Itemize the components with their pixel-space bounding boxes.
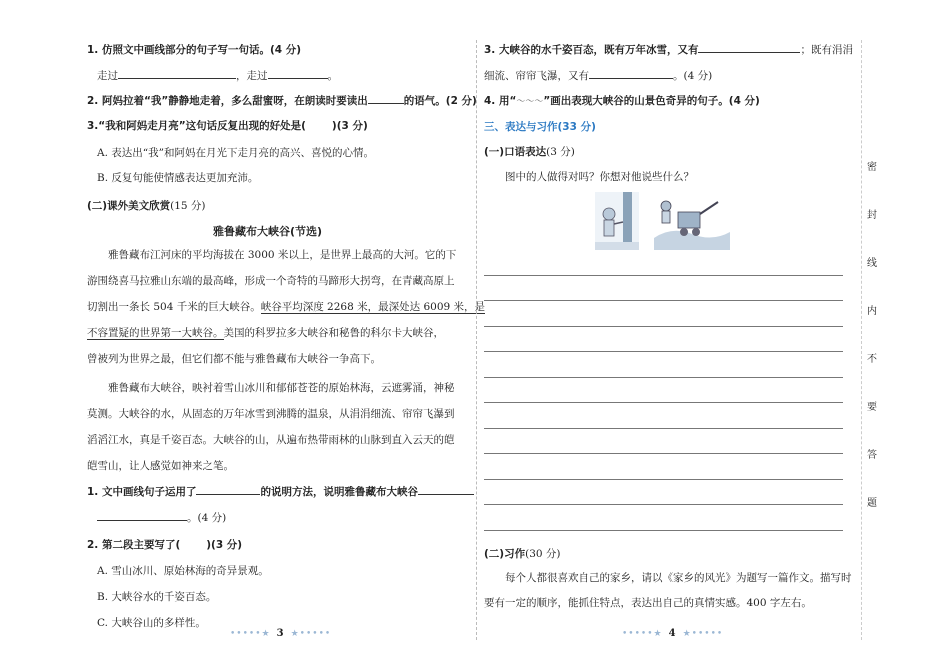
question-3: 3.“我和阿妈走月亮”这句话反复出现的好处是( )(3 分) xyxy=(87,120,368,132)
answer-blank[interactable] xyxy=(118,68,236,79)
question-2: 2. 阿妈拉着“我”静静地走着，多么甜蜜呀，在朗读时要读出 的语气。(2 分) xyxy=(87,95,477,107)
answer-blank[interactable] xyxy=(698,42,800,53)
option-b: B. 反复句能使情感表达更加充沛。 xyxy=(97,172,259,184)
paragraph-1-line: 切割出一条长 504 千米的巨大峡谷。峡谷平均深度 2268 米，最深处达 6009 米，是 xyxy=(87,301,486,313)
paragraph-1-line: 雅鲁藏布江河床的平均海拔在 3000 米以上，是世界上最高的大河。它的下 xyxy=(108,249,457,261)
article-question-1-cont: 。(4 分) xyxy=(97,510,226,525)
question-1-fill: 走过 ，走过 。 xyxy=(97,70,338,82)
answer-line[interactable] xyxy=(484,351,843,352)
option-c: C. 大峡谷山的多样性。 xyxy=(97,617,206,629)
question-3-right-cont: 细流、帘帘飞瀑，又有 。(4 分) xyxy=(484,70,713,82)
answer-line[interactable] xyxy=(484,300,843,301)
paragraph-2-line: 滔滔江水，真是千姿百态。大峡谷的山，从遍布热带雨林的山脉到直入云天的皑 xyxy=(87,434,455,446)
answer-blank[interactable] xyxy=(97,510,187,521)
side-char: 不 xyxy=(867,354,877,365)
question-1: 1. 仿照文中画线部分的句子写一句话。(4 分) xyxy=(87,44,302,56)
answer-blank[interactable] xyxy=(268,68,328,79)
article-question-2: 2. 第二段主要写了( )(3 分) xyxy=(87,539,243,551)
answer-line[interactable] xyxy=(484,428,843,429)
side-char: 要 xyxy=(867,402,877,413)
wave-line-icon: ～～～ xyxy=(516,97,544,107)
answer-line[interactable] xyxy=(484,402,843,403)
side-char: 封 xyxy=(867,210,877,221)
option-a: A. 雪山冰川、原始林海的奇异景观。 xyxy=(97,565,269,577)
paragraph-1-line: 曾被列为世界之最，但它们都不能与雅鲁藏布大峡谷一争高下。 xyxy=(87,353,381,365)
page-divider xyxy=(476,40,477,640)
option-b: B. 大峡谷水的千姿百态。 xyxy=(97,591,217,603)
oral-prompt: 图中的人做得对吗？你想对他说些什么？ xyxy=(505,171,694,183)
question-3-right: 3. 大峡谷的水千姿百态，既有万年冰雪，又有 ；既有涓涓 xyxy=(484,44,853,56)
page-footer-4: •••••★ 4 ★••••• xyxy=(622,628,724,639)
side-char: 答 xyxy=(867,450,877,461)
answer-line[interactable] xyxy=(484,530,843,531)
writing-prompt-line: 每个人都很喜欢自己的家乡，请以《家乡的风光》为题写一篇作文。描写时 xyxy=(505,572,852,584)
paragraph-1-line: 游围绕喜马拉雅山东端的最高峰，形成一个奇特的马蹄形大拐弯，在青藏高原上 xyxy=(87,275,455,287)
illustration-tree-cutting xyxy=(595,192,639,250)
side-char: 题 xyxy=(867,498,877,509)
answer-line[interactable] xyxy=(484,377,843,378)
paragraph-2-line: 莫测。大峡谷的水，从固态的万年冰雪到沸腾的温泉，从涓涓细流、帘帘飞瀑到 xyxy=(87,408,455,420)
answer-blank[interactable] xyxy=(368,93,404,104)
answer-blank[interactable] xyxy=(589,68,673,79)
section-heading-2: (二)课外美文欣赏(15 分) xyxy=(87,200,206,212)
side-char: 线 xyxy=(867,258,877,269)
side-char: 内 xyxy=(867,306,877,317)
article-title: 雅鲁藏布大峡谷(节选) xyxy=(213,225,323,238)
answer-blank[interactable] xyxy=(196,484,260,495)
answer-line[interactable] xyxy=(484,479,843,480)
section-heading-3: 三、表达与习作(33 分) xyxy=(484,121,596,133)
page-footer-3: •••••★ 3 ★••••• xyxy=(230,628,332,639)
oral-heading: (一)口语表达(3 分) xyxy=(484,146,575,158)
answer-blank[interactable] xyxy=(418,484,474,495)
writing-prompt-line: 要有一定的顺序，能抓住特点，表达出自己的真情实感。400 字左右。 xyxy=(484,597,812,609)
article-question-1: 1. 文中画线句子运用了 的说明方法，说明雅鲁藏布大峡谷 xyxy=(87,484,474,499)
paragraph-2-line: 雅鲁藏布大峡谷，映衬着雪山冰川和郁郁苍苍的原始林海，云遮雾涌，神秘 xyxy=(108,382,455,394)
binding-line xyxy=(861,40,862,640)
answer-line[interactable] xyxy=(484,453,843,454)
paragraph-1-line: 不容置疑的世界第一大峡谷。美国的科罗拉多大峡谷和秘鲁的科尔卡大峡谷， xyxy=(87,327,444,339)
underlined-sentence: 不容置疑的世界第一大峡谷。 xyxy=(87,327,224,339)
page-number: 4 xyxy=(668,628,677,639)
paragraph-2-line: 皑雪山，让人感觉如神来之笔。 xyxy=(87,460,234,472)
writing-heading: (二)习作(30 分) xyxy=(484,548,561,560)
answer-line[interactable] xyxy=(484,275,843,276)
question-4-right: 4. 用“～～～”画出表现大峡谷的山景色奇异的句子。(4 分) xyxy=(484,95,760,107)
illustration-digging-machine xyxy=(648,192,732,250)
option-a: A. 表达出“我”和阿妈在月光下走月亮的高兴、喜悦的心情。 xyxy=(97,147,374,159)
answer-line[interactable] xyxy=(484,326,843,327)
underlined-sentence: 峡谷平均深度 2268 米，最深处达 6009 米，是 xyxy=(260,301,486,313)
page-number: 3 xyxy=(276,628,285,639)
answer-line[interactable] xyxy=(484,504,843,505)
side-char: 密 xyxy=(867,162,877,173)
